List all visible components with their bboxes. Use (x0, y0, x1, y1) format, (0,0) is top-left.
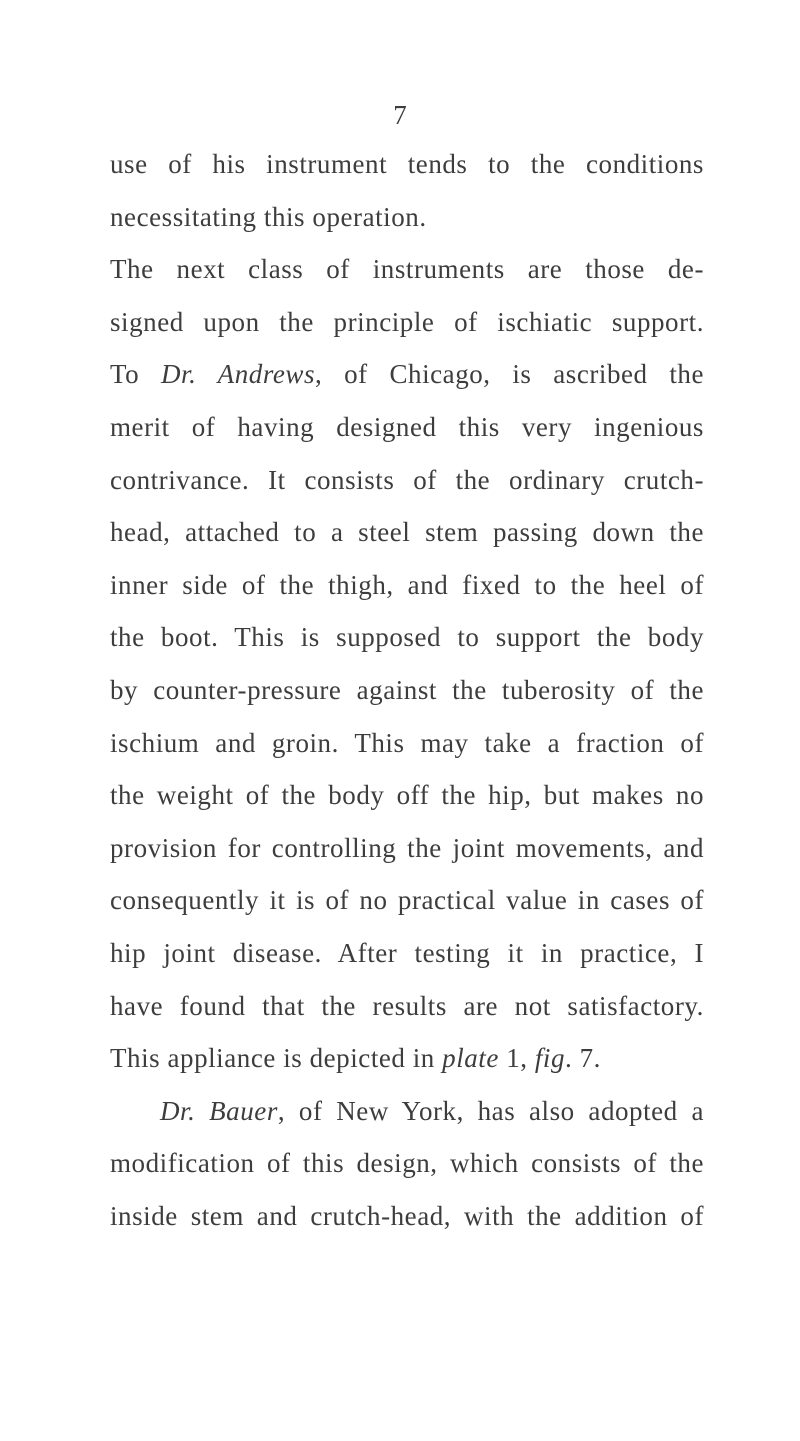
text-line: provision for controlling the joint movements, and (110, 832, 704, 863)
text-line: consequently it is of no practical value in cases of (110, 885, 704, 916)
text-line: The next class of instruments are those de- (110, 254, 704, 285)
text-span: To (110, 359, 161, 390)
text-line: signed upon the principle of ischiatic support. (110, 306, 704, 337)
text-line: modification of this design, which consists of the (110, 1148, 704, 1179)
text-line: by counter-pressure against the tuberosity of the (110, 674, 704, 705)
text-line: contrivance. It consists of the ordinary crutch- (110, 464, 704, 495)
text-span: 1, (498, 1043, 535, 1074)
text-line (110, 1085, 704, 1138)
text-line: have found that the results are not satisfactory. (110, 990, 704, 1021)
text-line: merit of having designed this very ingenious (110, 411, 704, 442)
text-line: hip joint disease. After testing it in practice, I (110, 937, 704, 968)
text-span: , of Chicago, is ascribed the (315, 359, 704, 390)
text-line: the boot. This is supposed to support the body (110, 622, 704, 653)
body-text (110, 138, 704, 1242)
text-span: . 7. (565, 1043, 601, 1074)
text-line (110, 1032, 704, 1085)
figure-reference: fig (534, 1043, 566, 1074)
person-name: Dr. Andrews (160, 359, 316, 390)
text-line: inside stem and crutch-head, with the addition of (110, 1200, 704, 1231)
page-number: 7 (393, 100, 407, 130)
plate-reference: plate (442, 1043, 499, 1074)
person-name: Dr. Bauer (160, 1095, 278, 1126)
text-span: , of New York, has also adopted a (277, 1095, 704, 1126)
text-line: inner side of the thigh, and fixed to the heel of (110, 569, 704, 600)
text-span: This appliance is depicted in (110, 1043, 443, 1074)
text-line: the weight of the body off the hip, but makes no (110, 780, 704, 811)
text-line: use of his instrument tends to the conditions (110, 149, 704, 179)
text-line (110, 348, 704, 401)
text-line: head, attached to a steel stem passing down the (110, 517, 704, 548)
text-line: ischium and groin. This may take a fraction of (110, 727, 704, 758)
text-line: necessitating this operation. (110, 201, 427, 232)
